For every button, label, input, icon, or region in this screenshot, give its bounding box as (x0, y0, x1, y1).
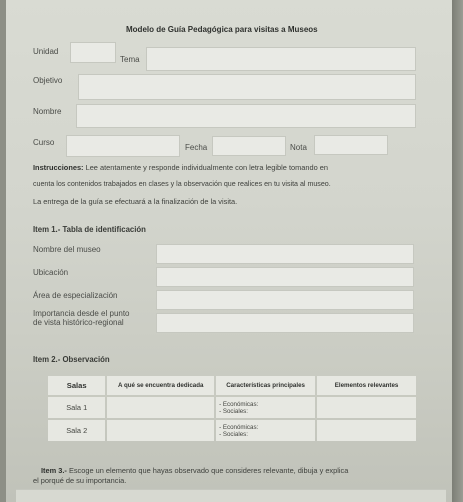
ubicacion-label: Ubicación (33, 268, 69, 277)
area-especializacion-label: Área de especialización (33, 291, 118, 300)
unidad-field[interactable] (70, 42, 116, 63)
sala-1-dedicada-cell[interactable] (107, 397, 214, 418)
tema-field[interactable] (146, 47, 416, 71)
item3-heading: Item 3.- (41, 466, 67, 475)
instructions-text-1: Lee atentamente y responde individualmente con letra legible tomando en (85, 163, 328, 172)
sala-1-sociales: - Sociales: (219, 407, 248, 415)
sala-2-dedicada-cell[interactable] (107, 420, 214, 441)
observation-table (46, 374, 418, 443)
instructions-line-1 (33, 163, 328, 172)
instructions-heading: Instrucciones: (33, 163, 84, 172)
nombre-field[interactable] (76, 104, 416, 128)
header-caracteristicas: Características principales (216, 376, 315, 395)
sala-2-caracteristicas-cell[interactable] (216, 420, 315, 441)
importancia-label-line-1: Importancia desde el punto (33, 309, 130, 318)
sala-1-caracteristicas-cell[interactable] (216, 397, 315, 418)
objetivo-label: Objetivo (33, 76, 63, 85)
nombre-museo-label: Nombre del museo (33, 245, 101, 254)
sala-1-economicas: - Económicas: (219, 400, 259, 408)
header-dedicada: A qué se encuentra dedicada (107, 376, 214, 395)
header-salas: Salas (48, 376, 105, 395)
item1-title: Item 1.- Tabla de identificación (33, 225, 146, 234)
item3-line-1 (41, 466, 348, 475)
area-especializacion-field[interactable] (156, 290, 414, 310)
header-elementos: Elementos relevantes (317, 376, 416, 395)
worksheet-page (6, 0, 452, 502)
curso-label: Curso (33, 138, 55, 147)
item3-line-2: el porqué de su importancia. (33, 476, 127, 485)
sala-2-economicas: - Económicas: (219, 423, 259, 431)
sala-2-elementos-cell[interactable] (317, 420, 416, 441)
table-header-row (48, 376, 416, 395)
item3-text-1: Escoge un elemento que hayas observado que consideres relevante, dibuja y explica (68, 466, 349, 475)
unidad-label: Unidad (33, 47, 59, 56)
item2-title: Item 2.- Observación (33, 355, 110, 364)
nota-label: Nota (290, 143, 307, 152)
fecha-field[interactable] (212, 136, 286, 156)
nombre-museo-field[interactable] (156, 244, 414, 264)
ubicacion-field[interactable] (156, 267, 414, 287)
sala-2-sociales: - Sociales: (219, 430, 248, 438)
sala-1-elementos-cell[interactable] (317, 397, 416, 418)
page-title: Modelo de Guía Pedagógica para visitas a Museos (126, 25, 318, 34)
table-row (48, 420, 416, 441)
sala-2-label: Sala 2 (48, 420, 105, 441)
objetivo-field[interactable] (78, 74, 416, 100)
curso-field[interactable] (66, 135, 180, 157)
importancia-field[interactable] (156, 313, 414, 333)
table-row (48, 397, 416, 418)
page-edge (452, 0, 463, 502)
nombre-label: Nombre (33, 107, 62, 116)
sala-1-label: Sala 1 (48, 397, 105, 418)
nota-field[interactable] (314, 135, 388, 155)
importancia-label-line-2: de vista histórico-regional (33, 318, 124, 327)
tema-label: Tema (120, 55, 140, 64)
instructions-line-3: La entrega de la guía se efectuará a la finalización de la visita. (33, 197, 238, 206)
instructions-line-2: cuenta los contenidos trabajados en clases y la observación que realices en tu visita al museo. (33, 180, 331, 188)
drawing-area[interactable] (16, 489, 446, 502)
fecha-label: Fecha (185, 143, 208, 152)
